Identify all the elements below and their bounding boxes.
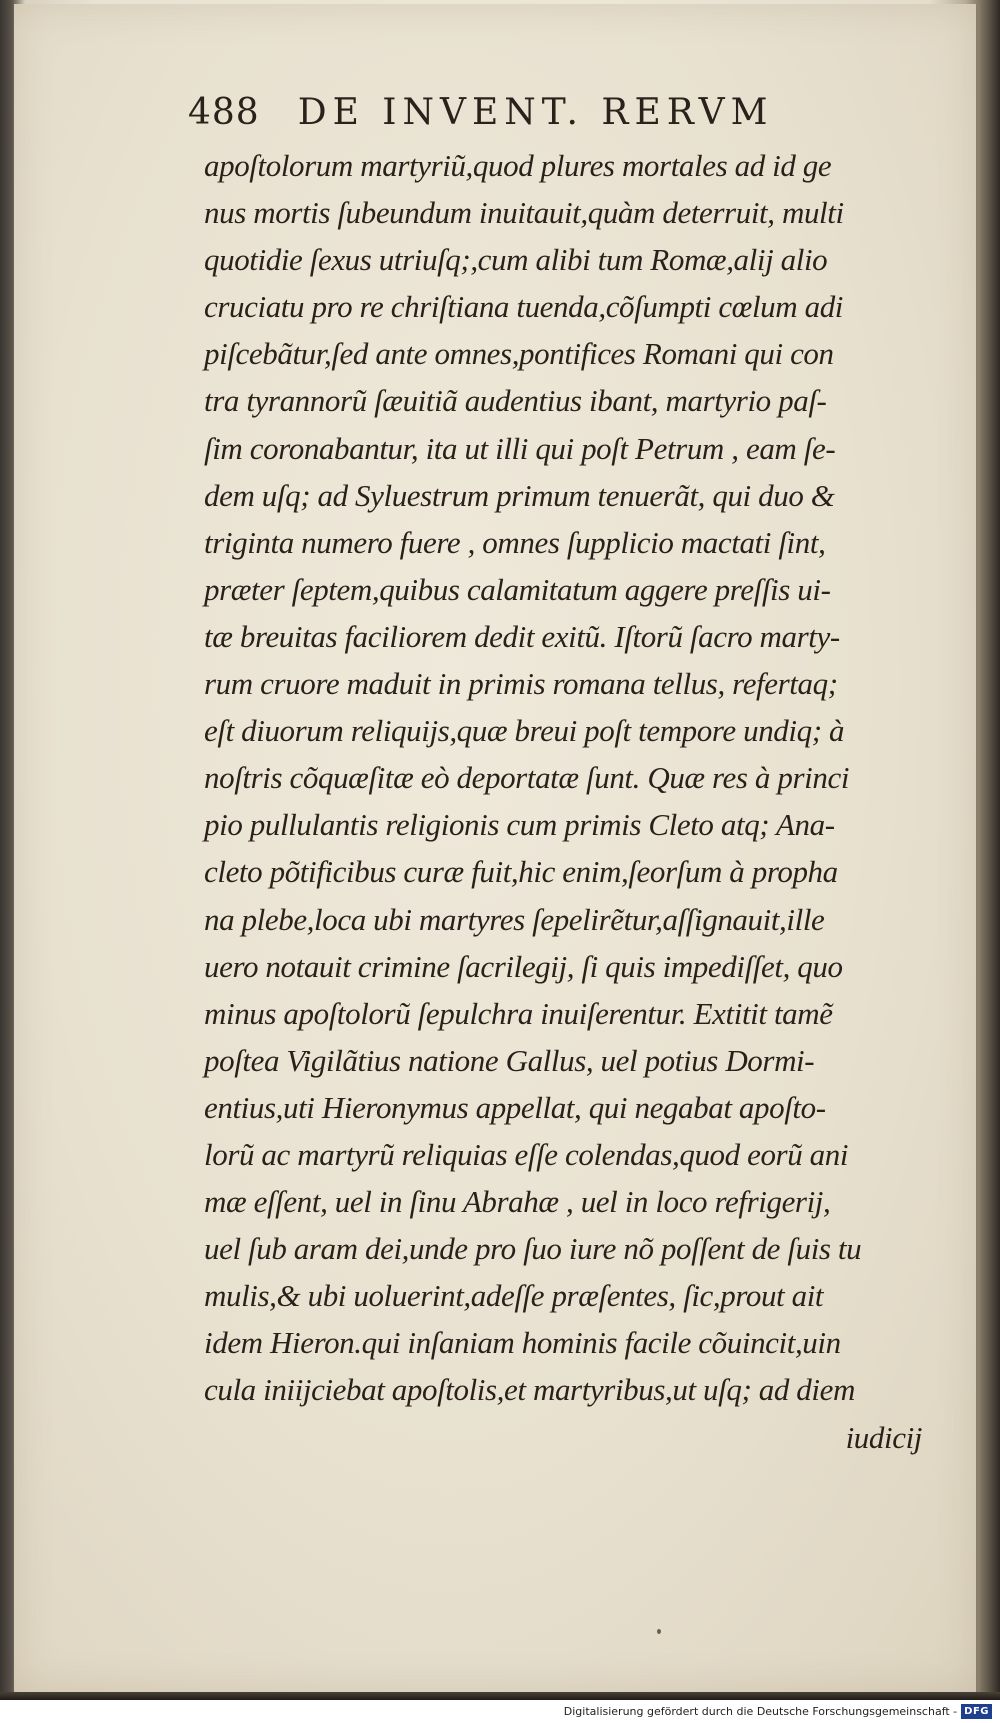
text-line: tæ breuitas faciliorem dedit exitũ. Iſtorũ ſacro marty- [204,618,840,654]
text-line: rum cruore maduit in primis romana tellus, refertaq; [204,666,838,702]
catchword: iudicij [845,1419,922,1455]
text-line: minus apoſtolorũ ſepulchra inuiſerentur. Extitit tamẽ [204,995,833,1031]
text-line: cula iniijciebat apoſtolis,et martyribus,ut uſq; ad diem [204,1372,855,1408]
digitization-footer [564,1701,992,1721]
text-line: entius,uti Hieronymus appellat, qui negabat apoſto- [204,1089,826,1125]
text-line: tra tyrannorũ ſæuitiã audentius ibant, martyrio paſ- [204,383,827,419]
text-line: cleto põtificibus curæ fuit,hic enim,ſeorſum à propha [204,854,838,890]
text-line: na plebe,loca ubi martyres ſepelirẽtur,aſſignauit,ille [204,901,825,937]
text-line: eſt diuorum reliquijs,quæ breui poſt tempore undiq; à [204,713,845,749]
page-number: 488 [188,92,260,133]
text-line: nus mortis ſubeundum inuitauit,quàm deterruit, multi [204,195,844,231]
text-line: lorũ ac martyrũ reliquias eſſe colendas,quod eorũ ani [204,1136,849,1172]
text-line: pio pullulantis religionis cum primis Cleto atq; Ana- [204,807,835,843]
text-line: cruciatu pro re chriſtiana tuenda,cõſumpti cœlum adi [204,289,844,325]
text-line: idem Hieron.qui inſaniam hominis facile cõuincit,uin [204,1325,841,1361]
page-bottom-edge [0,1692,1000,1700]
text-line: poſtea Vigilãtius natione Gallus, uel potius Dormi- [204,1042,815,1078]
page-header [188,92,858,142]
text-line: præter ſeptem,quibus calamitatum aggere preſſis ui- [204,571,831,607]
text-line: piſcebãtur,ſed ante omnes,pontifices Romani qui con [204,336,834,372]
text-line: uero notauit crimine ſacrilegij, ſi quis impediſſet, quo [204,948,843,984]
body-text [204,142,934,1461]
text-line: triginta numero fuere , omnes ſupplicio mactati ſint, [204,524,826,560]
text-line: ſim coronabantur, ita ut illi qui poſt Petrum , eam ſe- [204,430,836,466]
text-line: mæ eſſent, uel in ſinu Abrahæ , uel in loco refrigerij, [204,1184,831,1220]
text-line: dem uſq; ad Syluestrum primum tenuerãt, qui duo & [204,477,835,513]
text-line: noſtris cõquæſitæ eò deportatæ ſunt. Quæ res à princi [204,760,850,796]
dfg-logo-icon: DFG [961,1704,992,1719]
funding-credit: Digitalisierung gefördert durch die Deutsche Forschungsgemeinschaft - [563,1704,958,1718]
text-line: quotidie ſexus utriuſq;,cum alibi tum Romæ,alij alio [204,242,828,278]
running-head: DE INVENT. RERVM [297,92,774,133]
text-line: uel ſub aram dei,unde pro ſuo iure nõ poſſent de ſuis tu [204,1231,862,1267]
text-line: apoſtolorum martyriũ,quod plures mortales ad id ge [204,148,832,183]
text-line: mulis,& ubi uoluerint,adeſſe præſentes, ſic,prout ait [204,1278,824,1314]
ink-speck [657,1629,661,1634]
